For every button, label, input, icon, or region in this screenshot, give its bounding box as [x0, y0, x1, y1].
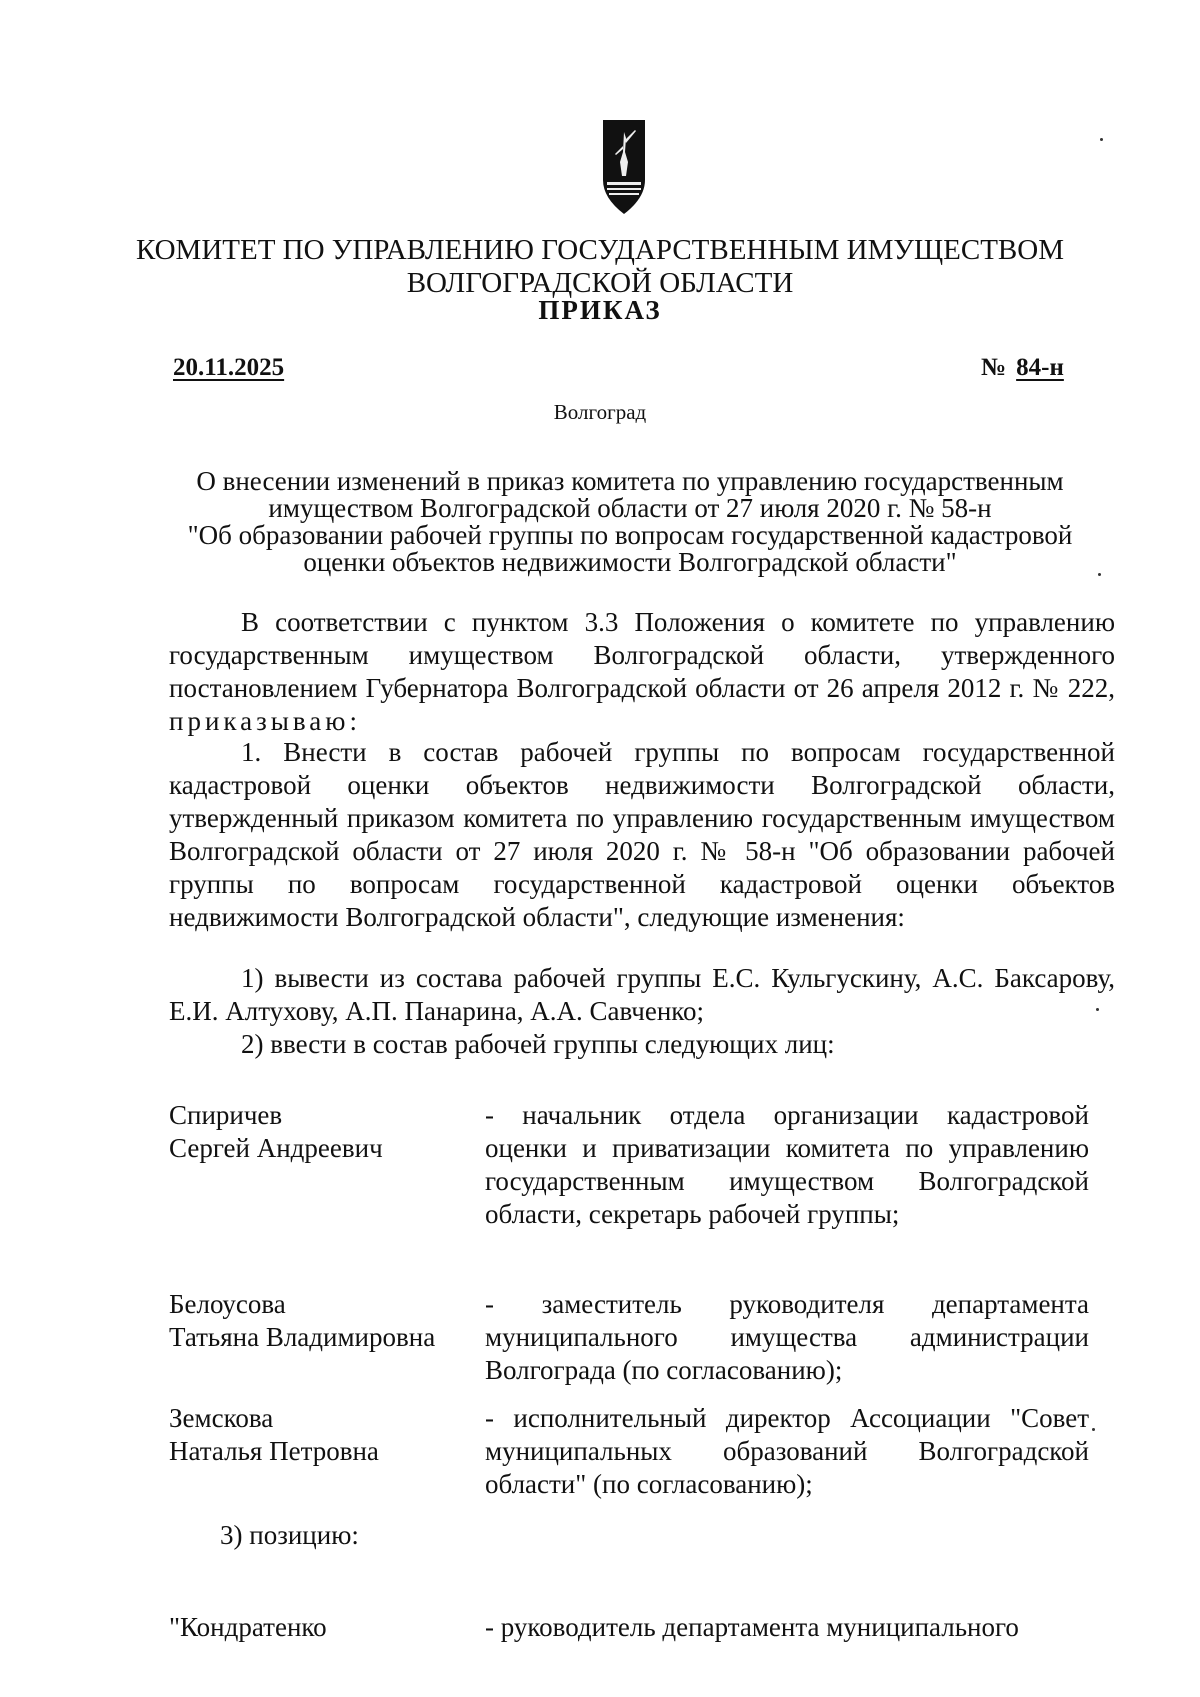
item-1-3-text: 3) позицию:: [220, 1520, 359, 1550]
member-given-name: Сергей Андреевич: [169, 1133, 383, 1163]
scan-speck: [1100, 138, 1103, 141]
member-role: - руководитель департамента муниципального: [485, 1612, 1019, 1642]
document-city: Волгоград: [553, 400, 647, 424]
item-1-paragraph: [169, 736, 1115, 934]
member-surname: "Кондратенко: [169, 1612, 327, 1642]
document-number: [981, 354, 1064, 382]
member-surname: Земскова: [169, 1403, 274, 1433]
member-given-name: Татьяна Владимировна: [169, 1322, 436, 1352]
intro-paragraph: [169, 606, 1115, 738]
item-1-2-text: 2) ввести в состав рабочей группы следующих лиц:: [241, 1029, 835, 1059]
number-value: 84-н: [1016, 354, 1064, 381]
member-role: - заместитель руководителя департамента муниципального имущества администрации Волгограда (по согласованию);: [485, 1289, 1089, 1385]
number-label: №: [981, 354, 1007, 381]
member-surname: Белоусова: [169, 1289, 286, 1319]
title-line: О внесении изменений в приказ комитета по управлению государственным: [196, 466, 1064, 496]
member-given-name: Наталья Петровна: [169, 1436, 379, 1466]
document-type: ПРИКАЗ: [538, 295, 662, 325]
member-name: [169, 1402, 469, 1468]
item-1-2-paragraph: [169, 1028, 1115, 1061]
member-name: [169, 1611, 469, 1644]
member-name: [169, 1099, 469, 1165]
document-date: 20.11.2025: [173, 354, 285, 381]
item-1-1-text: 1) вывести из состава рабочей группы Е.С. Кульгускину, А.С. Баксарову, Е.И. Алтухову, А.П. Панарина, А.А. Савченко;: [169, 963, 1115, 1026]
title-line: оценки объектов недвижимости Волгоградской области": [303, 547, 957, 577]
member-surname: Спиричев: [169, 1100, 283, 1130]
organization-name-line1: КОМИТЕТ ПО УПРАВЛЕНИЮ ГОСУДАРСТВЕННЫМ ИМУЩЕСТВОМ: [135, 234, 1064, 266]
volgograd-coat-of-arms-icon: [601, 118, 647, 218]
member-role: - исполнительный директор Ассоциации "Совет муниципальных образований Волгоградской области" (по согласованию);: [485, 1403, 1089, 1499]
member-role: - начальник отдела организации кадастровой оценки и приватизации комитета по управлению государственным имуществом Волгоградской области, секретарь рабочей группы;: [485, 1100, 1089, 1229]
item-1-1-paragraph: [169, 962, 1115, 1028]
scan-speck: [1098, 573, 1101, 576]
intro-text: В соответствии с пунктом 3.3 Положения о комитете по управлению государственным имуществом Волгоградской области, утвержденного постановлением Губернатора Волгоградской области от 26 апреля 2012 г. № 222,: [169, 607, 1115, 703]
order-word: приказываю:: [169, 706, 361, 736]
scan-speck: [1096, 1008, 1099, 1011]
title-line: "Об образовании рабочей группы по вопросам государственной кадастровой: [187, 520, 1073, 550]
scan-speck: [1092, 1428, 1095, 1431]
item-1-text: 1. Внести в состав рабочей группы по вопросам государственной кадастровой оценки объектов недвижимости Волгоградской области, утвержденный приказом комитета по управлению государственным имуществом Волгоградской области от 27 июля 2020 г. № 58-н "Об образовании рабочей группы по вопросам государственной кадастровой оценки объектов недвижимости Волгоградской области", следующие изменения:: [169, 737, 1115, 932]
document-title: [150, 468, 1110, 576]
organization-name-line2: ВОЛГОГРАДСКОЙ ОБЛАСТИ: [406, 267, 794, 299]
title-line: имуществом Волгоградской области от 27 июля 2020 г. № 58-н: [268, 493, 992, 523]
member-name: [169, 1288, 469, 1354]
